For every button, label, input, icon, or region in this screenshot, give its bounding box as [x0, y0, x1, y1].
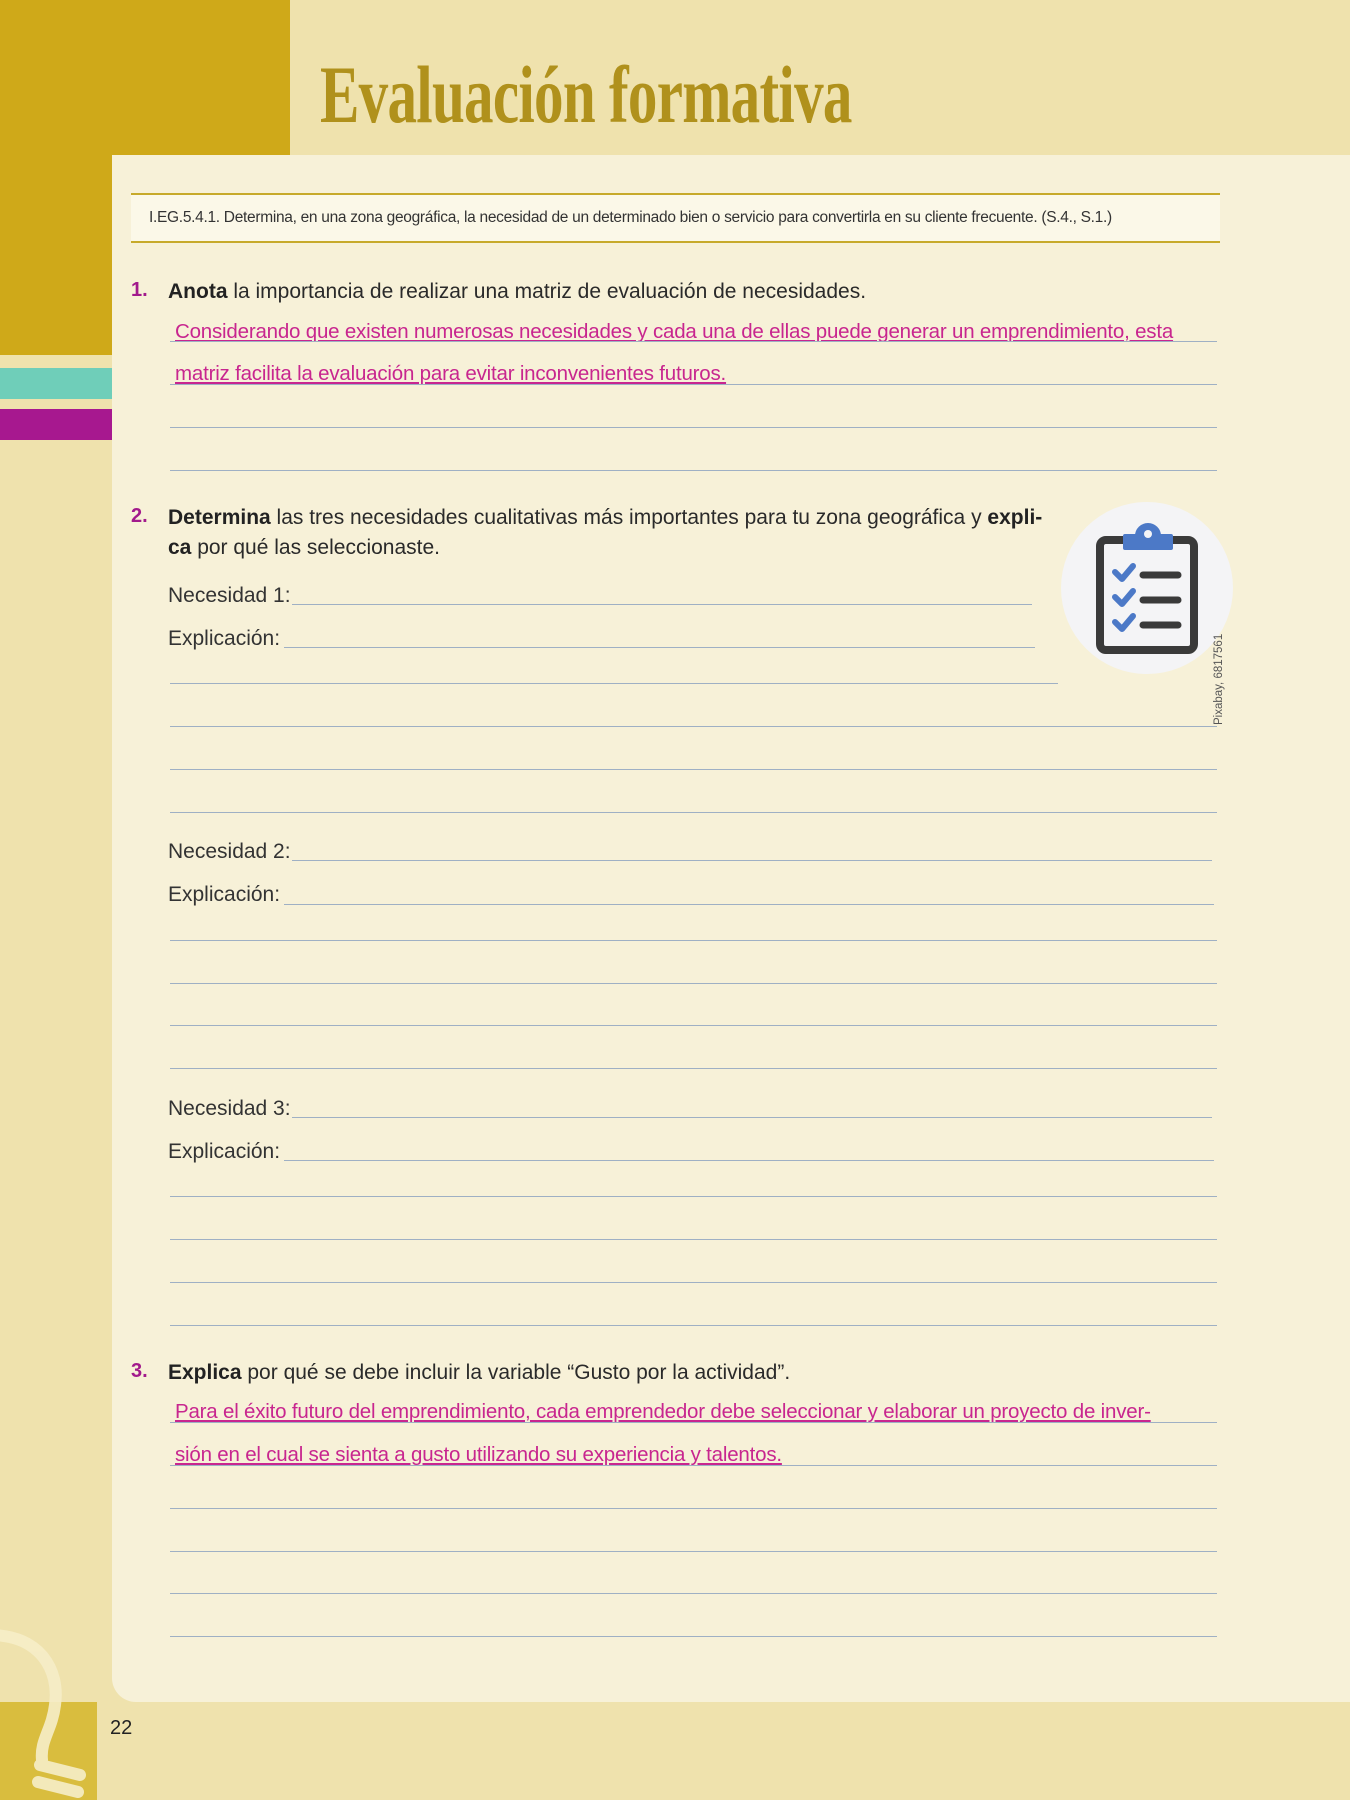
question-2-verb: Determina [168, 506, 271, 529]
need-2-line[interactable] [292, 860, 1212, 861]
question-1-answer-line-2: matriz facilita la evaluación para evitar inconvenientes futuros. [175, 362, 727, 385]
question-2-number: 2. [131, 505, 148, 527]
question-1-number: 1. [131, 279, 148, 301]
question-3-answer-line-1: Para el éxito futuro del emprendimiento, cada emprendedor debe seleccionar y elaborar un proyecto de inver- [175, 1400, 1151, 1423]
explanation-2-label: Explicación: [168, 883, 281, 906]
answer-line [170, 1239, 1217, 1240]
answer-line [170, 1325, 1217, 1326]
answer-line [170, 1422, 1217, 1423]
answer-line [170, 1465, 1217, 1466]
clipboard-checklist-icon [1095, 520, 1201, 655]
teal-accent-bar [0, 368, 112, 399]
answer-line [170, 1196, 1217, 1197]
answer-line [170, 470, 1217, 471]
question-1-prompt [168, 277, 866, 307]
explanation-3-line[interactable] [284, 1160, 1214, 1161]
answer-line [170, 983, 1217, 984]
question-3-text: por qué se debe incluir la variable “Gusto por la actividad”. [241, 1361, 791, 1384]
answer-line [170, 1636, 1217, 1637]
question-2-text-1: las tres necesidades cualitativas más importantes para tu zona geográfica y [270, 506, 988, 529]
need-1-label: Necesidad 1: [168, 584, 291, 607]
page-number: 22 [110, 1717, 133, 1739]
question-2-verb-2b: ca [168, 536, 192, 559]
answer-line [170, 1551, 1217, 1552]
answer-line [170, 1593, 1217, 1594]
answer-line [170, 812, 1217, 813]
question-3-answer-line-2: sión en el cual se sienta a gusto utilizando su experiencia y talentos. [175, 1443, 782, 1466]
answer-line [170, 384, 1217, 385]
answer-line [170, 341, 1217, 342]
need-1-line[interactable] [292, 604, 1032, 605]
answer-line [170, 1282, 1217, 1283]
explanation-1-label: Explicación: [168, 627, 281, 650]
answer-line [170, 427, 1217, 428]
question-3-number: 3. [131, 1360, 148, 1382]
explanation-1-line[interactable] [284, 647, 1035, 648]
magenta-accent-bar [0, 409, 112, 440]
explanation-3-label: Explicación: [168, 1140, 281, 1163]
question-1-answer-line-1: Considerando que existen numerosas necesidades y cada una de ellas puede generar un emprendimiento, esta [175, 320, 1174, 343]
need-2-label: Necesidad 2: [168, 840, 291, 863]
answer-line [170, 1025, 1217, 1026]
answer-line [170, 683, 1058, 684]
lightbulb-icon [0, 1625, 110, 1800]
question-1-text: la importancia de realizar una matriz de evaluación de necesidades. [227, 280, 867, 303]
answer-line [170, 769, 1217, 770]
page-title: Evaluación formativa [320, 49, 852, 140]
question-3-verb: Explica [168, 1361, 242, 1384]
answer-line [170, 1068, 1217, 1069]
question-2-verb-2a: expli- [987, 506, 1043, 529]
question-3-prompt [168, 1358, 790, 1388]
need-3-label: Necesidad 3: [168, 1097, 291, 1120]
question-2-text-2: por qué las seleccionaste. [191, 536, 441, 559]
answer-line [170, 1508, 1217, 1509]
evaluation-criterion: I.EG.5.4.1. Determina, en una zona geográfica, la necesidad de un determinado bien o servicio para convertirla en su cliente frecuente. (S.4., S.1.) [131, 193, 1220, 243]
content-panel [112, 155, 1350, 1702]
answer-line [170, 940, 1217, 941]
answer-line [170, 726, 1217, 727]
question-2-prompt [168, 503, 1068, 563]
explanation-2-line[interactable] [284, 904, 1214, 905]
need-3-line[interactable] [292, 1117, 1212, 1118]
question-1-verb: Anota [168, 280, 228, 303]
image-credit: Pixabay, 6817561 [1213, 633, 1225, 725]
